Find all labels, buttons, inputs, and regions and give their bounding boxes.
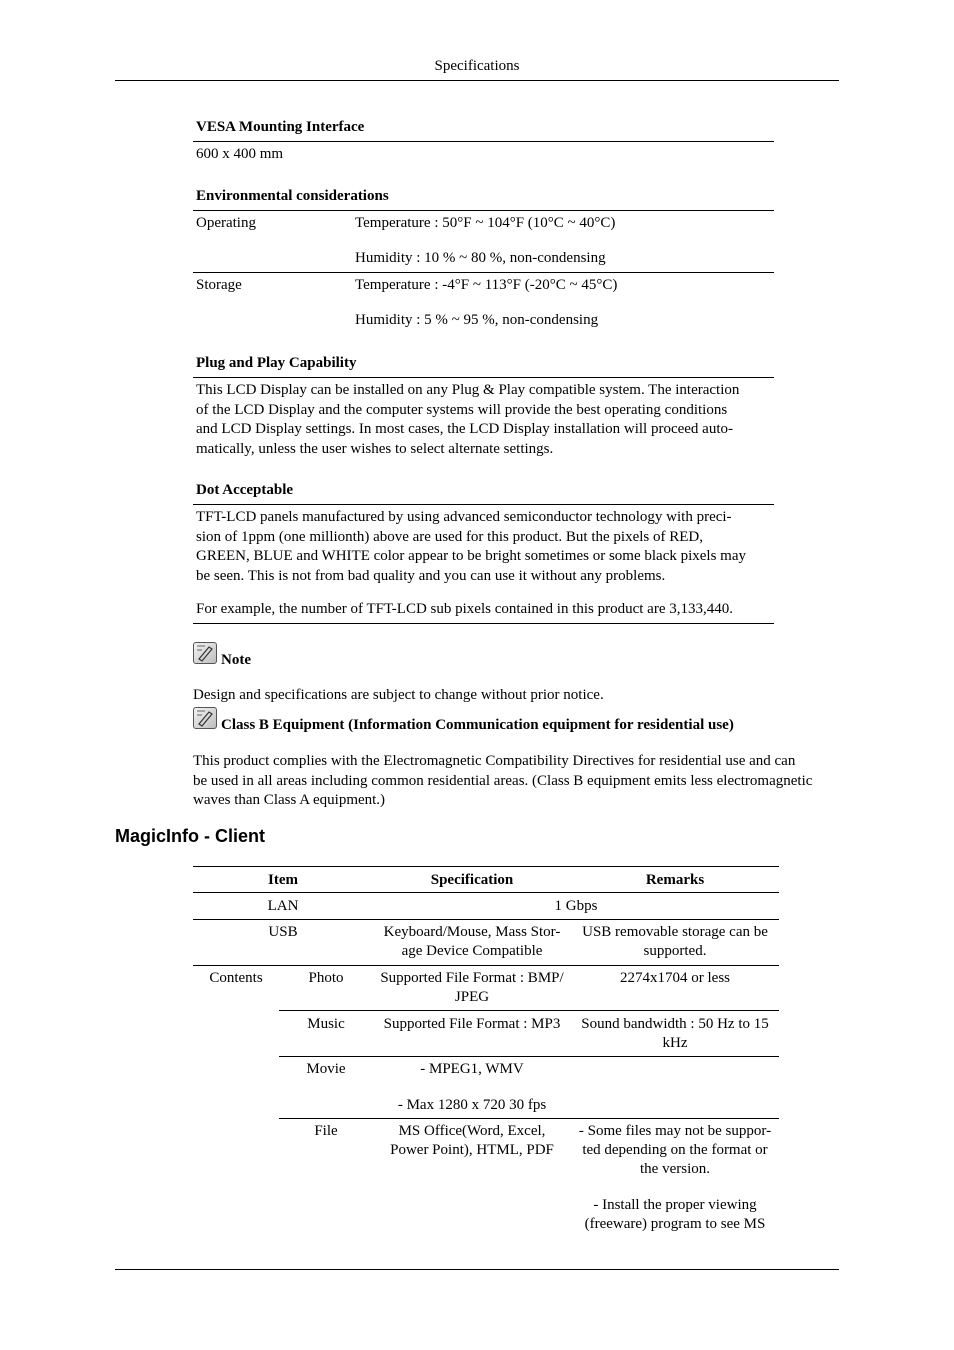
plug-rule xyxy=(193,377,774,378)
dot-line: sion of 1ppm (one millionth) above are used for this product. But the pixels of RED, xyxy=(196,528,703,545)
remarks-line: supported. xyxy=(643,943,707,959)
plug-paragraph xyxy=(196,381,771,459)
dot-rule-top xyxy=(193,504,774,505)
magicinfo-heading: MagicInfo - Client xyxy=(115,826,265,846)
remarks-line: ted depending on the format or xyxy=(582,1142,768,1158)
row-movie-spec-resolution: - Max 1280 x 720 30 fps xyxy=(397,1097,547,1113)
note-icon xyxy=(193,707,217,729)
environment-heading: Environmental considerations xyxy=(196,188,389,204)
spec-line: Power Point), HTML, PDF xyxy=(390,1142,554,1158)
row-file-remarks-support xyxy=(571,1122,779,1179)
row-file-remarks-viewer xyxy=(571,1196,779,1234)
row-file-spec xyxy=(373,1122,571,1160)
dot-line: GREEN, BLUE and WHITE color appear to be bright sometimes or some black pixels may xyxy=(196,548,747,564)
row-file-sub: File xyxy=(314,1123,338,1139)
row-music-remarks xyxy=(571,1015,779,1053)
storage-humidity: Humidity : 5 % ~ 95 %, non-condensing xyxy=(355,312,599,328)
dot-paragraph xyxy=(196,508,771,586)
classb-line: This product complies with the Electromagnetic Compatibility Directives for residential use and can xyxy=(193,753,796,769)
plug-line: matically, unless the user wishes to select alternate settings. xyxy=(196,440,554,457)
table-rule xyxy=(193,866,779,867)
col-header-item: Item xyxy=(268,872,298,888)
classb-paragraph xyxy=(193,752,843,811)
row-photo-remarks: 2274x1704 or less xyxy=(620,970,730,986)
remarks-line: the version. xyxy=(640,1161,710,1177)
spec-line: age Device Compatible xyxy=(401,943,543,959)
vesa-value: 600 x 400 mm xyxy=(196,146,284,162)
note-label: Note xyxy=(221,652,251,668)
table-rule xyxy=(193,892,779,893)
remarks-line: USB removable storage can be xyxy=(582,924,768,940)
spec-line: JPEG xyxy=(454,989,490,1005)
storage-temperature: Temperature : -4°F ~ 113°F (-20°C ~ 45°C) xyxy=(355,277,618,293)
plug-line: of the LCD Display and the computer systems will provide the best operating conditions xyxy=(196,401,728,418)
row-usb-item: USB xyxy=(268,924,298,940)
remarks-line: - Some files may not be suppor- xyxy=(578,1123,772,1139)
dot-heading: Dot Acceptable xyxy=(196,482,294,498)
row-lan-spec: 1 Gbps xyxy=(554,898,598,914)
remarks-line: (freeware) program to see MS xyxy=(584,1216,766,1232)
row-usb-spec xyxy=(373,923,571,961)
table-rule xyxy=(279,1118,779,1119)
operating-temperature: Temperature : 50°F ~ 104°F (10°C ~ 40°C) xyxy=(355,215,616,231)
classb-line: waves than Class A equipment.) xyxy=(193,792,386,808)
row-photo-spec xyxy=(373,969,571,1007)
dot-rule-bottom xyxy=(193,623,774,624)
row-movie-sub: Movie xyxy=(306,1061,346,1077)
plug-heading: Plug and Play Capability xyxy=(196,355,357,371)
remarks-line: kHz xyxy=(662,1035,688,1051)
table-rule xyxy=(279,1056,779,1057)
table-rule xyxy=(193,919,779,920)
spec-line: MS Office(Word, Excel, xyxy=(398,1123,546,1139)
header-rule xyxy=(115,80,839,81)
operating-humidity: Humidity : 10 % ~ 80 %, non-condensing xyxy=(355,250,606,266)
row-lan-item: LAN xyxy=(267,898,299,914)
row-contents-label: Contents xyxy=(209,970,263,986)
remarks-line: - Install the proper viewing xyxy=(593,1197,757,1213)
plug-line: This LCD Display can be installed on any Plug & Play compatible system. The interaction xyxy=(196,382,740,398)
table-rule xyxy=(193,965,779,966)
row-photo-sub: Photo xyxy=(308,970,344,986)
spec-line: Supported File Format : BMP/ xyxy=(380,970,564,986)
operating-label: Operating xyxy=(196,215,256,231)
classb-label: Class B Equipment (Information Communication equipment for residential use) xyxy=(221,717,734,733)
col-header-remarks: Remarks xyxy=(645,872,705,888)
remarks-line: Sound bandwidth : 50 Hz to 15 xyxy=(581,1016,769,1032)
classb-line: be used in all areas including common residential areas. (Class B equipment emits less electromagnetic xyxy=(193,772,813,789)
row-usb-remarks xyxy=(571,923,779,961)
storage-label: Storage xyxy=(196,277,242,293)
note-icon xyxy=(193,642,217,664)
vesa-heading: VESA Mounting Interface xyxy=(196,119,365,135)
plug-line: and LCD Display settings. In most cases, the LCD Display installation will proceed auto- xyxy=(196,421,733,437)
note-text: Design and specifications are subject to change without prior notice. xyxy=(193,687,604,703)
dot-line: be seen. This is not from bad quality and you can use it without any problems. xyxy=(196,567,666,584)
row-movie-spec-codec: - MPEG1, WMV xyxy=(420,1061,524,1077)
spec-line: Keyboard/Mouse, Mass Stor- xyxy=(383,924,561,940)
page-header-title: Specifications xyxy=(434,58,520,74)
table-rule xyxy=(279,1010,779,1011)
col-header-specification: Specification xyxy=(430,872,514,888)
environment-rule-mid xyxy=(193,272,774,273)
row-music-spec: Supported File Format : MP3 xyxy=(383,1016,561,1032)
row-music-sub: Music xyxy=(307,1016,345,1032)
footer-rule xyxy=(115,1269,839,1270)
dot-example: For example, the number of TFT-LCD sub pixels contained in this product are 3,133,440. xyxy=(196,601,733,617)
dot-line: TFT-LCD panels manufactured by using advanced semiconductor technology with preci- xyxy=(196,509,732,525)
environment-rule-top xyxy=(193,210,774,211)
vesa-rule xyxy=(193,141,774,142)
